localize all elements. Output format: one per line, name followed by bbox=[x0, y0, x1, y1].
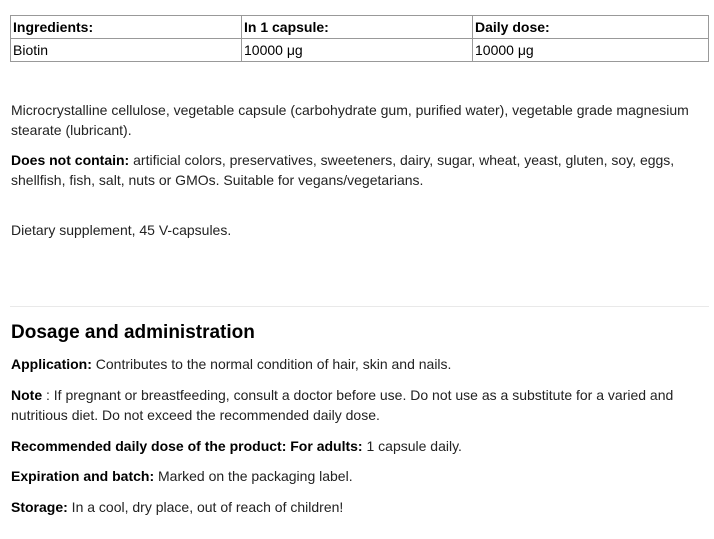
table-row bbox=[11, 39, 709, 62]
expiration-paragraph bbox=[11, 466, 701, 486]
header-per-capsule: In 1 capsule: bbox=[242, 16, 473, 39]
recommended-dose-paragraph bbox=[11, 436, 701, 456]
note-label: Note bbox=[11, 387, 43, 403]
ingredient-name: Biotin bbox=[11, 39, 242, 62]
recommended-dose-text: 1 capsule daily. bbox=[362, 438, 462, 454]
does-not-contain-label: Does not contain: bbox=[11, 152, 130, 168]
note-paragraph bbox=[11, 385, 701, 425]
storage-text: In a cool, dry place, out of reach of children! bbox=[67, 499, 344, 515]
product-type-text: Dietary supplement, 45 V-capsules. bbox=[11, 222, 232, 238]
does-not-contain-paragraph bbox=[11, 150, 701, 190]
amount-per-capsule: 10000 μg bbox=[242, 39, 473, 62]
expiration-text: Marked on the packaging label. bbox=[154, 468, 353, 484]
dosage-heading: Dosage and administration bbox=[11, 322, 255, 343]
application-text: Contributes to the normal condition of hair, skin and nails. bbox=[91, 356, 452, 372]
application-label: Application: bbox=[11, 356, 92, 372]
amount-daily-dose: 10000 μg bbox=[473, 39, 709, 62]
header-ingredients: Ingredients: bbox=[11, 16, 242, 39]
does-not-contain-text: artificial colors, preservatives, sweeteners, dairy, sugar, wheat, yeast, gluten, soy, eggs, shellfish, fish, salt, nuts or GMOs. Suitable for vegans/vegetarians. bbox=[11, 152, 675, 188]
storage-paragraph bbox=[11, 497, 701, 517]
table-header-row bbox=[11, 16, 709, 39]
header-daily-dose: Daily dose: bbox=[473, 16, 709, 39]
recommended-dose-label: Recommended daily dose of the product: For adults: bbox=[11, 438, 363, 454]
other-ingredients-text: Microcrystalline cellulose, vegetable capsule (carbohydrate gum, purified water), vegetable grade magnesium stearate (lubricant). bbox=[11, 102, 689, 138]
storage-label: Storage: bbox=[11, 499, 68, 515]
expiration-label: Expiration and batch: bbox=[11, 468, 155, 484]
ingredients-table bbox=[10, 15, 709, 62]
note-text: : If pregnant or breastfeeding, consult a doctor before use. Do not use as a substitute for a varied and nutritious diet. Do not exceed the recommended daily dose. bbox=[11, 387, 674, 423]
application-paragraph bbox=[11, 354, 701, 374]
section-divider bbox=[10, 306, 709, 307]
